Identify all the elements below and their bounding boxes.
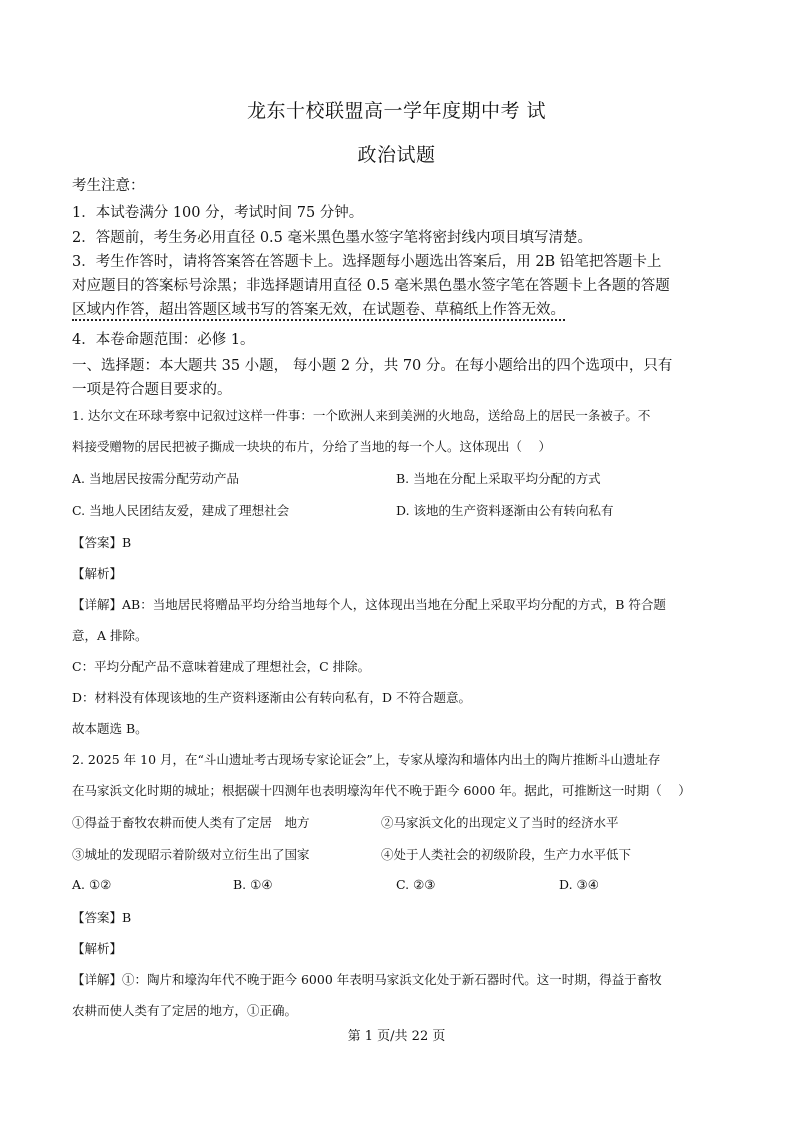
q2-statement-2: ②马家浜文化的出现定义了当时的经济水平 (381, 815, 619, 830)
q1-conclusion: 故本题选 B。 (72, 721, 148, 736)
exam-title: 龙东十校联盟高一学年度期中考 试 (246, 100, 547, 122)
q2-analysis-label: 【解析】 (72, 941, 123, 956)
section-heading-line-1: 一、选择题：本大题共 35 小题， 每小题 2 分，共 70 分。在每小题给出的四个选项中，只有 (72, 358, 673, 374)
q2-stem-line-1: 2. 2025 年 10 月，在“斗山遗址考古现场专家论证会”上，专家从壕沟和墙体内出土的陶片推断斗山遗址存 (72, 752, 661, 767)
q1-detail-line-3: C：平均分配产品不意味着建成了理想社会，C 排除。 (72, 659, 371, 674)
notice-item-2: 2．答题前，考生务必用直径 0.5 毫米黑色墨水签字笔将密封线内项目填写清楚。 (72, 230, 593, 246)
section-heading-line-2: 一项是符合题目要求的。 (72, 382, 232, 398)
q1-answer: 【答案】B (72, 535, 132, 550)
q2-statement-4: ④处于人类社会的初级阶段，生产力水平低下 (381, 847, 632, 862)
notice-item-4: 4．本卷命题范围：必修 1。 (72, 332, 255, 348)
q2-option-c: C. ②③ (396, 877, 436, 892)
notice-item-3-line-3: 区域内作答，超出答题区域书写的答案无效，在试题卷、草稿纸上作答无效。 (72, 302, 565, 321)
q2-detail-line-1: 【详解】①：陶片和壕沟年代不晚于距今 6000 年表明马家浜文化处于新石器时代。这一时期，得益于畜牧 (72, 972, 662, 987)
q2-option-a: A. ①② (72, 877, 112, 892)
notice-item-3-line-2: 对应题目的答案标号涂黑；非选择题请用直径 0.5 毫米黑色墨水签字笔在答题卡上各题的答题 (72, 278, 670, 294)
page-number: 第 1 页/共 22 页 (347, 1029, 446, 1044)
q1-detail-line-2: 意，A 排除。 (72, 628, 148, 643)
q1-option-b: B. 当地在分配上采取平均分配的方式 (396, 471, 601, 486)
q1-analysis-label: 【解析】 (72, 566, 123, 581)
notice-item-1: 1．本试卷满分 100 分，考试时间 75 分钟。 (72, 205, 364, 221)
notice-heading: 考生注意： (72, 178, 145, 194)
q1-stem-line-1: 1. 达尔文在环球考察中记叙过这样一件事：一个欧洲人来到美洲的火地岛，送给岛上的居民一条被子。不 (72, 408, 651, 423)
q1-detail-line-1: 【详解】AB：当地居民将赠品平均分给当地每个人，这体现出当地在分配上采取平均分配的方式，B 符合题 (72, 597, 666, 612)
q1-option-d: D. 该地的生产资料逐渐由公有转向私有 (396, 503, 614, 518)
q1-detail-line-4: D：材料没有体现该地的生产资料逐渐由公有转向私有，D 不符合题意。 (72, 690, 472, 705)
q1-option-a: A. 当地居民按需分配劳动产品 (72, 471, 239, 486)
q2-stem-line-2: 在马家浜文化时期的城址；根据碳十四测年也表明壕沟年代不晚于距今 6000 年。据此，可推断这一时期（ ） (72, 783, 691, 798)
q2-statement-3: ③城址的发现昭示着阶级对立衍生出了国家 (72, 847, 310, 862)
notice-item-3-line-3-wrap (72, 298, 752, 319)
q2-statement-1: ①得益于畜牧农耕而使人类有了定居 地方 (72, 815, 310, 830)
q2-detail-line-2: 农耕而使人类有了定居的地方，①正确。 (72, 1003, 298, 1018)
q1-stem-line-2: 料接受赠物的居民把被子撕成一块块的布片，分给了当地的每一个人。这体现出（ ） (72, 439, 551, 454)
q2-answer: 【答案】B (72, 910, 132, 925)
q2-option-d: D. ③④ (559, 877, 599, 892)
notice-item-3-line-1: 3．考生作答时，请将答案答在答题卡上。选择题每小题选出答案后，用 2B 铅笔把答题卡上 (72, 254, 662, 270)
exam-subtitle: 政治试题 (357, 144, 436, 166)
q2-option-b: B. ①④ (233, 877, 273, 892)
q1-option-c: C. 当地人民团结友爱，建成了理想社会 (72, 503, 290, 518)
